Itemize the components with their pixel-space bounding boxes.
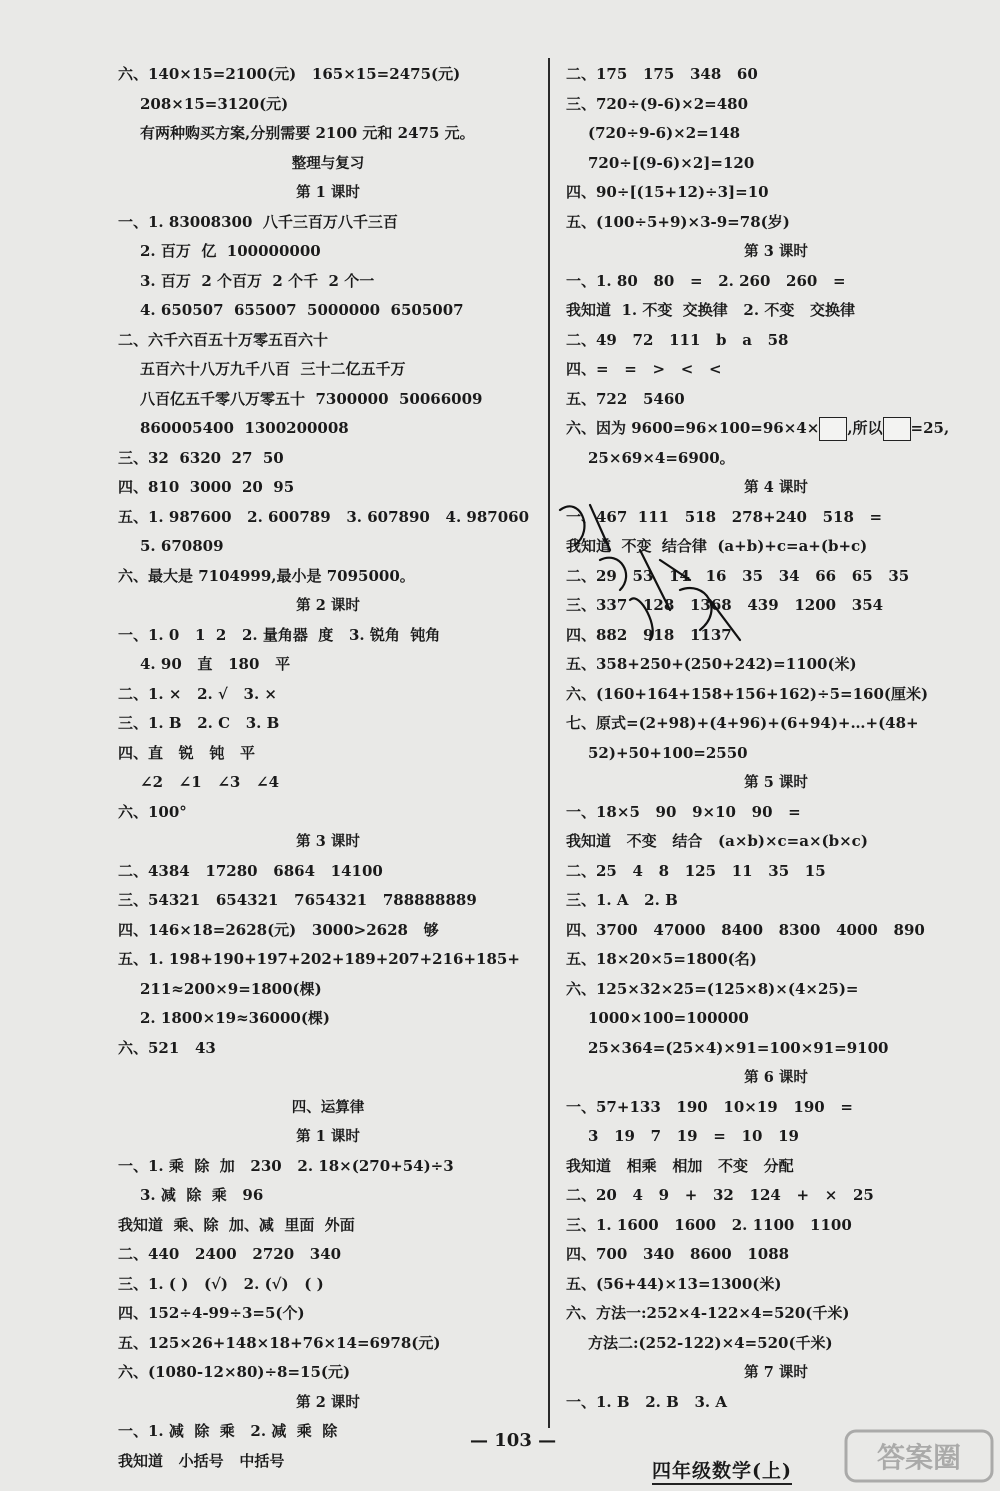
answer-line: 六、(160+164+158+156+162)÷5=160(厘米) xyxy=(566,684,929,703)
answer-line: 八百亿五千零八万零五十 7300000 50066009 xyxy=(140,389,483,408)
answer-line: 二、20 4 9 + 32 124 + × 25 xyxy=(566,1186,874,1204)
answer-line: 三、1. 1600 1600 2. 1100 1100 xyxy=(566,1215,852,1234)
answer-line: 五、1. 198+190+197+202+189+207+216+185+ xyxy=(118,950,520,968)
answer-line: 我知道 小括号 中括号 xyxy=(118,1451,285,1470)
answer-line: 我知道 不变 结合律 (a+b)+c=a+(b+c) xyxy=(566,537,868,555)
answer-line: 二、29 53 14 16 35 34 66 65 35 xyxy=(566,566,910,585)
section-heading: 第 3 课时 xyxy=(296,833,360,850)
answer-line: 一、1. B 2. B 3. A xyxy=(566,1392,727,1411)
answer-line: 720÷[(9-6)×2]=120 xyxy=(588,153,755,172)
answer-line: 二、4384 17280 6864 14100 xyxy=(118,861,383,880)
answer-line: 25×364=(25×4)×91=100×91=9100 xyxy=(588,1038,889,1057)
answer-line: 二、1. × 2. √ 3. × xyxy=(118,684,277,703)
answer-line: 一、57+133 190 10×19 190 = xyxy=(566,1097,853,1116)
answer-line: 3. 减 除 乘 96 xyxy=(140,1186,264,1204)
answer-line: 一、1. 80 80 = 2. 260 260 = xyxy=(566,271,846,290)
answer-line: 三、1. A 2. B xyxy=(566,891,678,909)
answer-line: 二、175 175 348 60 xyxy=(566,65,758,83)
answer-line: 六、(1080-12×80)÷8=15(元) xyxy=(118,1363,351,1381)
answer-line: 2. 1800×19≈36000(棵) xyxy=(140,1009,331,1027)
answer-line: 六、方法一:252×4-122×4=520(千米) xyxy=(566,1304,850,1322)
answer-line: 我知道 1. 不变 交换律 2. 不变 交换律 xyxy=(566,301,855,319)
answer-line: 二、六千六百五十万零五百六十 xyxy=(118,330,329,349)
section-heading: 第 5 课时 xyxy=(744,774,808,791)
section-heading: 第 1 课时 xyxy=(296,1128,360,1145)
section-heading: 第 4 课时 xyxy=(744,479,808,496)
answer-line: 五、722 5460 xyxy=(566,389,685,408)
answer-line: 我知道 相乘 相加 不变 分配 xyxy=(566,1156,794,1175)
answer-line: 25×69×4=6900。 xyxy=(588,448,735,467)
answer-line: 二、49 72 111 b a 58 xyxy=(566,330,789,349)
answer-line: 三、1. ( ) (√) 2. (√) ( ) xyxy=(118,1274,324,1293)
book-title: 四年级数学(上) xyxy=(652,1456,792,1485)
answer-line: 二、440 2400 2720 340 xyxy=(118,1245,342,1263)
answer-line: 一、18×5 90 9×10 90 = xyxy=(566,802,801,821)
answer-line: 三、1. B 2. C 3. B xyxy=(118,714,280,732)
answer-line: 我知道 不变 结合 (a×b)×c=a×(b×c) xyxy=(566,832,868,850)
section-heading: 第 7 课时 xyxy=(744,1364,808,1381)
answer-line: 方法二:(252-122)×4=520(千米) xyxy=(588,1333,833,1352)
answer-line: 5. 670809 xyxy=(140,537,224,555)
left-column xyxy=(118,60,538,1476)
answer-line: 52)+50+100=2550 xyxy=(588,743,748,762)
answer-line: 四、= = > < < xyxy=(566,360,722,378)
answer-text: ,所以 xyxy=(847,419,883,437)
answer-line: 我知道 乘、除 加、减 里面 外面 xyxy=(118,1215,355,1234)
answer-line: 四、146×18=2628(元) 3000>2628 够 xyxy=(118,920,439,939)
answer-line: 三、54321 654321 7654321 788888889 xyxy=(118,891,477,909)
answer-line: 4. 90 直 180 平 xyxy=(140,655,291,673)
answer-line: 三、337 128 1368 439 1200 354 xyxy=(566,596,884,614)
section-heading: 第 3 课时 xyxy=(744,243,808,260)
section-heading: 第 2 课时 xyxy=(296,1393,360,1411)
section-heading: 整理与复习 xyxy=(291,154,365,172)
answer-line: 四、152÷4-99÷3=5(个) xyxy=(118,1304,305,1322)
answer-line: 1000×100=100000 xyxy=(588,1009,749,1027)
answer-line: 一、1. 乘 除 加 230 2. 18×(270+54)÷3 xyxy=(118,1156,454,1175)
answer-line: 七、原式=(2+98)+(4+96)+(6+94)+…+(48+ xyxy=(566,714,919,732)
answer-line: (720÷9-6)×2=148 xyxy=(588,124,741,142)
blank-box xyxy=(883,417,911,441)
page-number: — 103 — xyxy=(470,1430,557,1451)
answer-line: 四、90÷[(15+12)÷3]=10 xyxy=(566,183,769,201)
answer-line: 一、1. 83008300 八千三百万八千三百 xyxy=(118,212,398,231)
answer-text: =25, xyxy=(910,419,950,437)
right-column xyxy=(566,60,986,1417)
answer-line: 2. 百万 亿 100000000 xyxy=(140,242,321,260)
answer-line: 六、125×32×25=(125×8)×(4×25)= xyxy=(566,979,859,998)
answer-text: 六、因为 9600=96×100=96×4× xyxy=(566,419,820,437)
answer-line: 一、1. 0 1 2 2. 量角器 度 3. 锐角 钝角 xyxy=(118,625,441,644)
blank-box xyxy=(819,417,847,441)
answer-logo-icon xyxy=(844,1427,994,1485)
answer-line: 五、358+250+(250+242)=1100(米) xyxy=(566,655,857,673)
answer-line: 3 19 7 19 = 10 19 xyxy=(588,1127,799,1145)
answer-line: 六、521 43 xyxy=(118,1038,216,1057)
answer-line: 四、3700 47000 8400 8300 4000 890 xyxy=(566,920,925,939)
answer-line: ∠2 ∠1 ∠3 ∠4 xyxy=(140,773,280,791)
column-divider xyxy=(548,58,550,1428)
answer-line: 四、882 918 1137 xyxy=(566,625,732,644)
section-heading: 四、运算律 xyxy=(291,1098,365,1116)
answer-line: 三、32 6320 27 50 xyxy=(118,448,284,467)
answer-line: 四、直 锐 钝 平 xyxy=(118,743,256,762)
spacer xyxy=(118,1063,538,1093)
section-heading: 第 1 课时 xyxy=(296,184,360,201)
answer-line: 五、(56+44)×13=1300(米) xyxy=(566,1274,782,1293)
answer-line: 一、1. 减 除 乘 2. 减 乘 除 xyxy=(118,1422,338,1440)
answer-line: 六、140×15=2100(元) 165×15=2475(元) xyxy=(118,65,461,83)
answer-line: 4. 650507 655007 5000000 6505007 xyxy=(140,301,464,319)
answer-line: 五、1. 987600 2. 600789 3. 607890 4. 987060 xyxy=(118,507,530,526)
answer-line: 五、18×20×5=1800(名) xyxy=(566,950,757,968)
answer-line: 二、25 4 8 125 11 35 15 xyxy=(566,861,826,880)
answer-line: 六、100° xyxy=(118,802,187,821)
watermark-text: 答案圈 xyxy=(876,1441,962,1474)
answer-line: 四、810 3000 20 95 xyxy=(118,478,295,496)
answer-line: 一、467 111 518 278+240 518 = xyxy=(566,507,883,526)
answer-line: 3. 百万 2 个百万 2 个千 2 个一 xyxy=(140,271,375,290)
answer-line: 208×15=3120(元) xyxy=(140,94,289,113)
answer-line: 三、720÷(9-6)×2=480 xyxy=(566,94,749,113)
answer-line: 有两种购买方案,分别需要 2100 元和 2475 元。 xyxy=(140,124,475,142)
section-heading: 第 6 课时 xyxy=(744,1069,808,1086)
answer-line: 五、125×26+148×18+76×14=6978(元) xyxy=(118,1333,441,1352)
answer-line: 211≈200×9=1800(棵) xyxy=(140,979,322,998)
answer-line: 四、700 340 8600 1088 xyxy=(566,1245,790,1263)
answer-line xyxy=(566,414,986,444)
answer-line: 五百六十八万九千八百 三十二亿五千万 xyxy=(140,360,406,378)
answer-line: 六、最大是 7104999,最小是 7095000。 xyxy=(118,566,415,585)
answer-line: 五、(100÷5+9)×3-9=78(岁) xyxy=(566,212,790,231)
answer-line: 860005400 1300200008 xyxy=(140,419,349,437)
section-heading: 第 2 课时 xyxy=(296,597,360,614)
